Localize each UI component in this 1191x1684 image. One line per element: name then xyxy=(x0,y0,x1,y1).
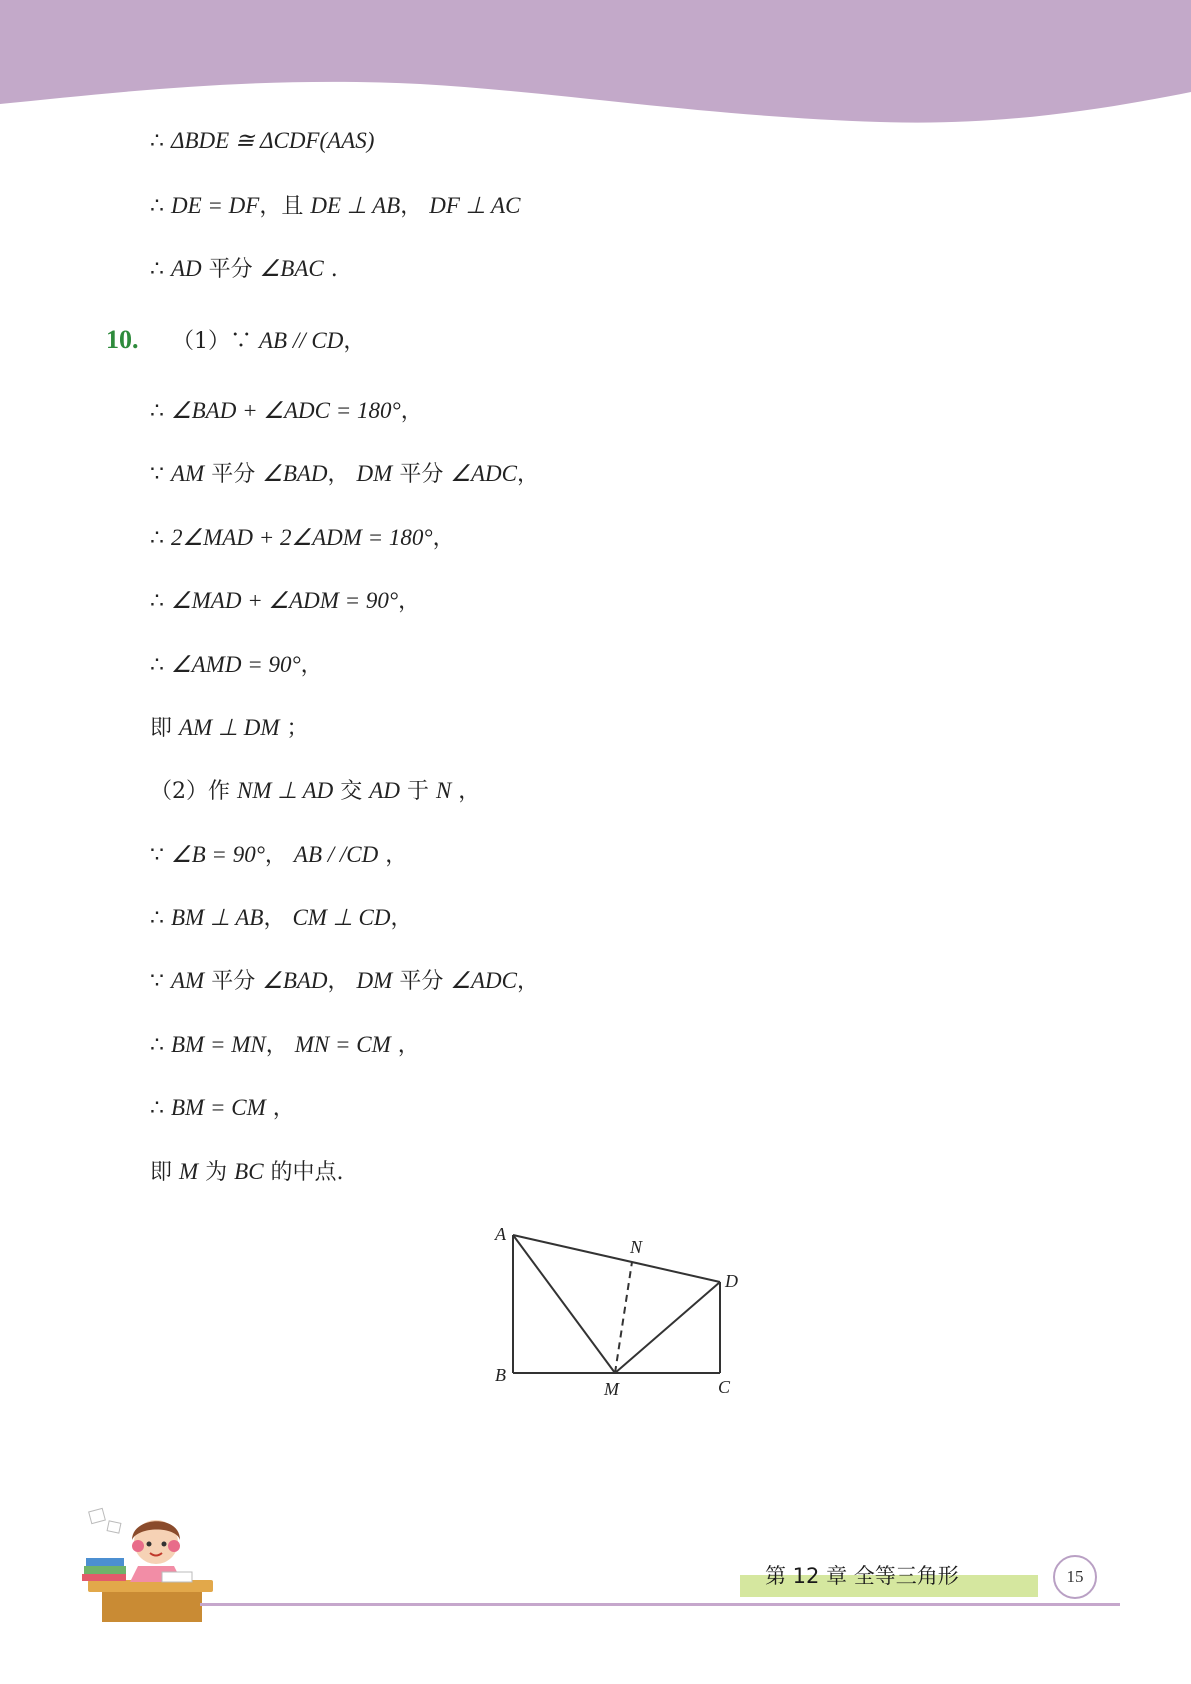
label-d: D xyxy=(725,1271,738,1291)
math-expression: DE = DF xyxy=(171,193,260,218)
text-fragment: ∴ xyxy=(150,526,171,551)
text-fragment: ， xyxy=(390,1033,420,1058)
text-fragment: ∴ xyxy=(150,589,171,614)
text-fragment: ， xyxy=(327,969,357,994)
text-fragment: ， xyxy=(432,526,455,551)
math-expression: MN = CM xyxy=(294,1032,391,1057)
text-fragment: 的中点. xyxy=(263,1160,344,1185)
girl-reading-mascot-illustration xyxy=(78,1500,238,1625)
math-expression: N xyxy=(435,778,452,803)
text-fragment: 于 xyxy=(399,779,436,804)
label-b: B xyxy=(495,1365,506,1385)
text-fragment: ∵ xyxy=(150,462,171,487)
text-fragment: ， xyxy=(516,462,539,487)
text-fragment: ， xyxy=(343,329,366,354)
math-expression: M xyxy=(179,1159,199,1184)
text-fragment: ， xyxy=(265,1033,295,1058)
text-fragment: 交 xyxy=(333,779,370,804)
text-fragment: 平分 xyxy=(392,462,451,487)
proof-line-17 xyxy=(150,1157,344,1188)
math-expression: AM ⊥ DM xyxy=(179,715,280,740)
text-fragment: （1）∵ xyxy=(172,329,259,354)
math-expression: DE ⊥ AB xyxy=(310,193,401,218)
label-m: M xyxy=(604,1379,619,1399)
math-expression: AB // CD xyxy=(259,328,344,353)
text-fragment: ∴ xyxy=(150,194,171,219)
text-fragment: 为 xyxy=(198,1160,235,1185)
page-number: 15 xyxy=(1053,1555,1097,1599)
text-fragment: 平分 xyxy=(201,257,260,282)
question-number: 10. xyxy=(106,325,139,354)
proof-line-16 xyxy=(150,1093,295,1124)
text-fragment: ， xyxy=(398,589,421,614)
math-expression: 2∠MAD + 2∠ADM = 180° xyxy=(171,525,433,550)
text-fragment: ∴ xyxy=(150,1033,171,1058)
proof-line-6 xyxy=(150,459,539,490)
proof-line-14 xyxy=(150,966,539,997)
text-fragment: ， xyxy=(400,194,430,219)
text-fragment: 即 xyxy=(150,1160,179,1185)
math-expression: ∠BAD xyxy=(262,461,328,486)
proof-line-2 xyxy=(150,191,520,222)
math-expression: ∠MAD + ∠ADM = 90° xyxy=(171,588,399,613)
math-expression: ∠BAC xyxy=(259,256,324,281)
math-expression: ∠ADC xyxy=(450,968,517,993)
math-expression: BC xyxy=(234,1159,264,1184)
banner-wave xyxy=(0,0,1191,123)
text-fragment: ； xyxy=(279,716,309,741)
math-expression: NM ⊥ AD xyxy=(237,778,334,803)
math-expression: DM xyxy=(356,461,393,486)
proof-line-9 xyxy=(150,650,323,681)
text-fragment: 平分 xyxy=(392,969,451,994)
proof-line-15 xyxy=(150,1030,420,1061)
text-fragment: ， xyxy=(451,779,481,804)
math-expression: AB / /CD xyxy=(293,842,379,867)
text-fragment: ∴ xyxy=(150,1096,171,1121)
math-expression: DF ⊥ AC xyxy=(429,193,521,218)
math-expression: BM = MN xyxy=(171,1032,266,1057)
text-fragment: ∴ xyxy=(150,653,171,678)
segment-ad xyxy=(513,1235,720,1282)
text-fragment: 平分 xyxy=(204,969,263,994)
math-expression: AM xyxy=(171,968,205,993)
proof-line-3 xyxy=(150,254,338,285)
math-expression: BM = CM xyxy=(171,1095,266,1120)
text-fragment: ， xyxy=(264,843,294,868)
text-fragment: ，且 xyxy=(259,194,311,219)
math-expression: ∠AMD = 90° xyxy=(171,652,301,677)
math-expression: AM xyxy=(171,461,205,486)
text-fragment: ， xyxy=(327,462,357,487)
math-expression: AD xyxy=(171,256,202,281)
text-fragment: ∴ xyxy=(150,129,171,154)
math-expression: BM ⊥ AB xyxy=(171,905,264,930)
text-fragment: ， xyxy=(390,906,413,931)
geometry-figure xyxy=(480,1215,760,1400)
text-fragment: ∴ xyxy=(150,906,171,931)
footer-divider xyxy=(200,1603,1120,1606)
label-a: A xyxy=(495,1224,506,1244)
proof-line-8 xyxy=(150,586,420,617)
header-banner xyxy=(0,0,1191,130)
math-expression: CM ⊥ CD xyxy=(292,905,391,930)
text-fragment: ， xyxy=(265,1096,295,1121)
text-fragment: ∵ xyxy=(150,843,171,868)
proof-line-4 xyxy=(172,326,365,357)
proof-line-7 xyxy=(150,523,455,554)
proof-line-1 xyxy=(150,126,374,157)
label-n: N xyxy=(630,1237,643,1257)
math-expression: DM xyxy=(356,968,393,993)
text-fragment: 即 xyxy=(150,716,179,741)
proof-line-11 xyxy=(150,776,480,807)
math-expression: AD xyxy=(369,778,400,803)
proof-line-5 xyxy=(150,396,423,427)
math-expression: ∠BAD xyxy=(262,968,328,993)
text-fragment: ， xyxy=(300,653,323,678)
math-expression: ΔBDE ≅ ΔCDF(AAS) xyxy=(171,128,375,153)
text-fragment: ， xyxy=(400,399,423,424)
text-fragment: ， xyxy=(516,969,539,994)
proof-line-12 xyxy=(150,840,407,871)
text-fragment: 平分 xyxy=(204,462,263,487)
text-fragment: （2）作 xyxy=(150,779,237,804)
math-expression: ∠B = 90° xyxy=(171,842,265,867)
text-fragment: ∴ xyxy=(150,257,171,282)
segment-dm xyxy=(615,1282,720,1373)
text-fragment: . xyxy=(323,257,338,282)
text-fragment: ， xyxy=(378,843,408,868)
chapter-title: 第 12 章 全等三角形 xyxy=(765,1564,959,1588)
text-fragment: ∴ xyxy=(150,399,171,424)
proof-line-10 xyxy=(150,713,309,744)
text-fragment: ， xyxy=(263,906,293,931)
label-c: C xyxy=(718,1377,731,1397)
math-expression: ∠BAD + ∠ADC = 180° xyxy=(171,398,401,423)
proof-line-13 xyxy=(150,903,412,934)
text-fragment: ∵ xyxy=(150,969,171,994)
math-expression: ∠ADC xyxy=(450,461,517,486)
segment-mn-dashed xyxy=(615,1262,632,1373)
